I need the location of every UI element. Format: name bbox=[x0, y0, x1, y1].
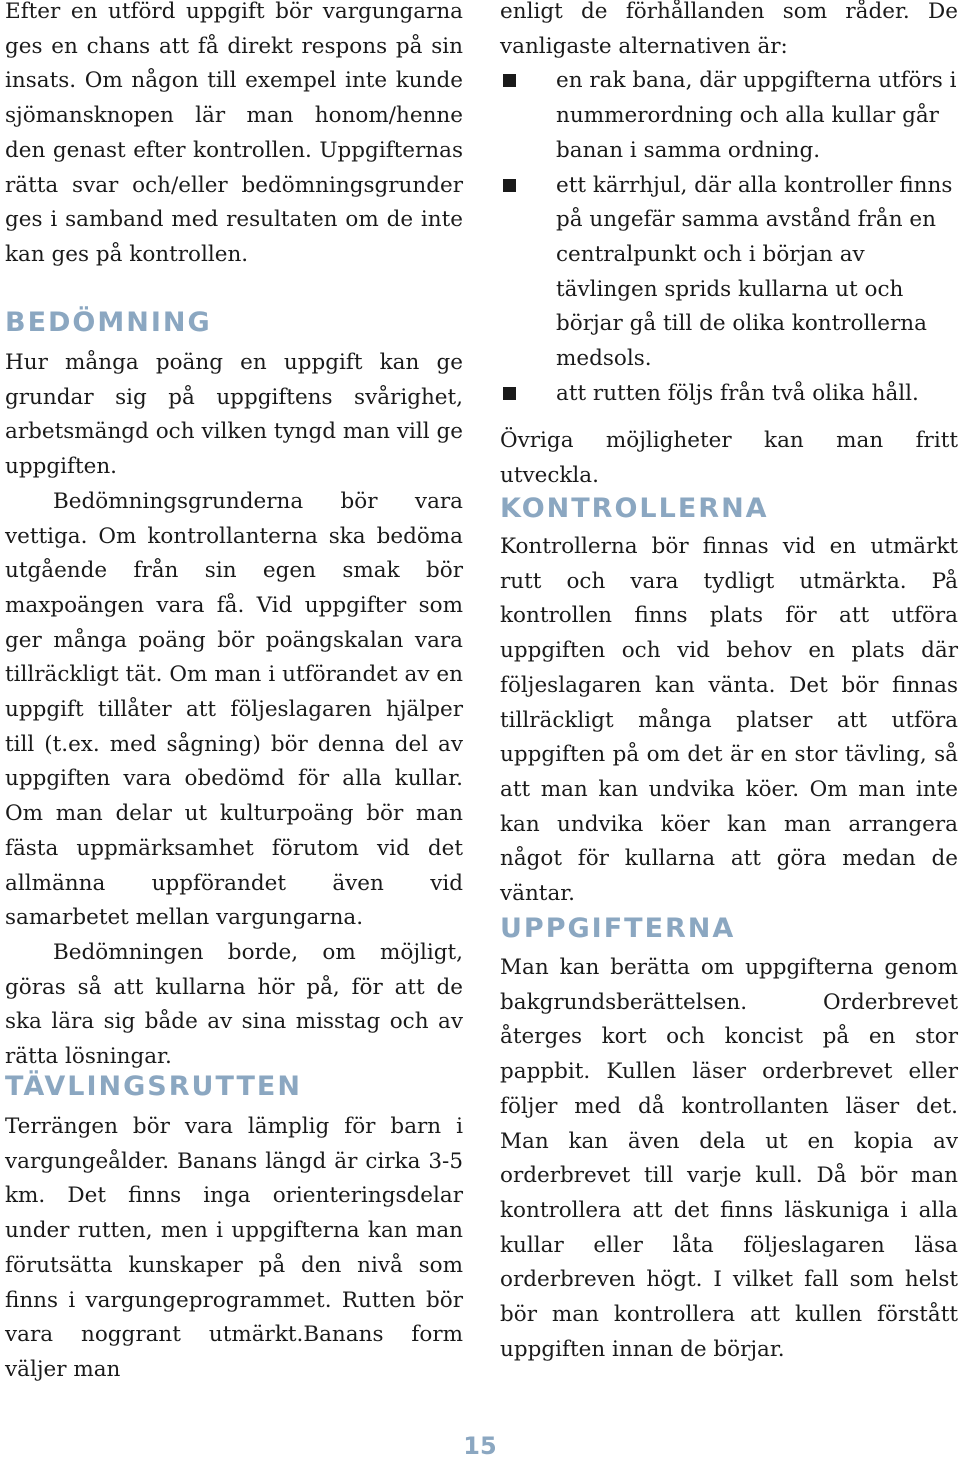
bedomning-block bbox=[5, 346, 463, 1075]
ovriga-block bbox=[500, 424, 958, 493]
page-number: 15 bbox=[463, 1432, 497, 1460]
bedomning-paragraph-1: Hur många poäng en uppgift kan ge grundar sig på uppgiftens svårighet, arbetsmängd och vilken tyngd man vill ge uppgiften. bbox=[5, 350, 463, 480]
intro-block bbox=[5, 0, 463, 273]
bedomning-paragraph-2: Bedömningsgrunderna bör vara vettiga. Om kontrollanterna ska bedöma utgående från sin egen smak bör maxpoängen vara få. Vid uppgifter som ger många poäng bör poängskalan vara tillräckligt tät. Om man i utförandet av en uppgift tillåter att följeslagaren hjälper till (t.ex. med sågning) bör denna del av uppgiften vara obedömd för alla kullar. Om man delar ut kulturpoäng bör man fästa uppmärksamhet förutom vid det allmänna uppförandet även vid samarbetet mellan vargungarna. bbox=[5, 488, 463, 931]
square-bullet-icon bbox=[503, 179, 516, 192]
kontrollerna-paragraph: Kontrollerna bör finnas vid en utmärkt rutt och vara tydligt utmärkta. På kontrollen finns plats för att utföra uppgiften och vid behov en plats där följeslagaren kan vänta. Det bör finnas tillräckligt många platser att utföra uppgiften på om det är en stor tävling, så att man kan undvika köer. Om man inte kan undvika köer kan man arrangera något för kullarna att göra medan de väntar. bbox=[500, 534, 958, 907]
list-item-text: ett kärrhjul, där alla kontroller finns på ungefär samma avstånd från en centralpunkt och i början av tävlingen sprids kullarna ut och börjar gå till de olika kontrollerna medsols. bbox=[556, 172, 953, 372]
square-bullet-icon bbox=[503, 74, 516, 87]
intro-paragraph: Efter en utförd uppgift bör vargungarna ges en chans att få direkt respons på sin insats. Om någon till exempel inte kunde sjömansknopen lär man honom/henne den genast efter kontrollen. Uppgifternas rätta svar och/eller bedömningsgrunder ges i samband med resultaten om de inte kan ges på kontrollen. bbox=[5, 0, 463, 267]
tavlingsrutten-paragraph: Terrängen bör vara lämplig för barn i vargungeålder. Banans längd är cirka 3-5 km. Det finns inga orienteringsdelar under rutten, men i uppgifterna kan man förutsätta kunskaper på den nivå som finns i vargungeprogrammet. Rutten bör vara noggrant utmärkt.Banans form väljer man bbox=[5, 1114, 463, 1382]
route-options-block bbox=[500, 0, 958, 411]
route-options-list bbox=[500, 64, 958, 411]
list-item-text: att rutten följs från två olika håll. bbox=[556, 380, 919, 406]
bedomning-paragraph-3: Bedömningen borde, om möjligt, göras så att kullarna hör på, för att de ska lära sig både av sina misstag och av rätta lösningar. bbox=[5, 939, 463, 1070]
section-heading-kontrollerna: KONTROLLERNA bbox=[500, 493, 769, 524]
route-options-intro: enligt de förhållanden som råder. De vanligaste alternativen är: bbox=[500, 0, 958, 59]
kontrollerna-block bbox=[500, 530, 958, 912]
list-item-text: en rak bana, där uppgifterna utförs i nummerordning och alla kullar går banan i samma ordning. bbox=[556, 68, 957, 163]
square-bullet-icon bbox=[503, 387, 516, 400]
section-heading-tavlingsrutten: TÄVLINGSRUTTEN bbox=[5, 1071, 302, 1102]
section-heading-bedomning: BEDÖMNING bbox=[5, 307, 212, 338]
uppgifterna-paragraph: Man kan berätta om uppgifterna genom bakgrundsberättelsen. Orderbrevet återges kort och koncist på en stor pappbit. Kullen läser orderbrevet eller följer med då kontrollanten läser det. Man kan även dela ut en kopia av orderbrevet till varje kull. Då bör man kontrollera att det finns läskuniga i alla kullar eller låta följeslagaren läsa orderbreven högt. I vilket fall som helst bör man kontrollera att kullen förstått uppgiften innan de börjar. bbox=[500, 955, 958, 1362]
uppgifterna-block bbox=[500, 951, 958, 1367]
list-item bbox=[500, 64, 958, 168]
list-item bbox=[500, 169, 958, 377]
section-heading-uppgifterna: UPPGIFTERNA bbox=[500, 913, 736, 944]
tavlingsrutten-block bbox=[5, 1110, 463, 1388]
list-item bbox=[500, 377, 958, 412]
ovriga-paragraph: Övriga möjligheter kan man fritt utveckla. bbox=[500, 428, 958, 488]
